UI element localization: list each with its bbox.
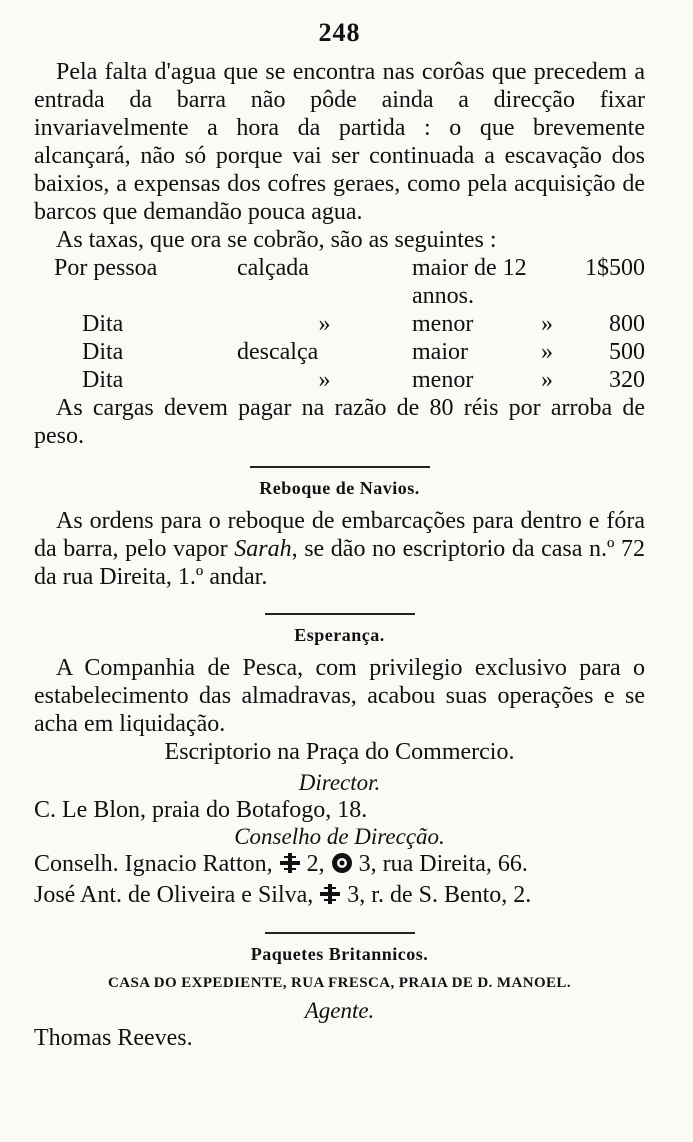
tax-age: menor: [412, 311, 474, 337]
order-rose-icon: [331, 852, 353, 881]
tax-row: [34, 338, 645, 366]
tax-class: descalça: [237, 339, 319, 365]
tax-label: Por pessoa: [54, 255, 158, 281]
house-line: CASA DO EXPEDIENTE, RUA FRESCA, PRAIA DE D. MANOEL.: [108, 975, 571, 991]
tax-age: menor: [412, 367, 474, 393]
council-member-name: Conselh. Ignacio Ratton,: [34, 851, 273, 877]
tax-label: Dita: [82, 339, 124, 365]
director-line: C. Le Blon, praia do Botafogo, 18.: [34, 797, 368, 823]
reboque-paragraph: [34, 507, 645, 591]
order-cross-icon: [279, 852, 301, 881]
council-member-name: José Ant. de Oliveira e Silva,: [34, 882, 314, 908]
council-heading: Conselho de Direcção.: [234, 824, 445, 849]
council-member-address: r. de S. Bento, 2.: [371, 882, 532, 908]
paquetes-title: Paquetes Britannicos.: [250, 944, 429, 964]
tax-label: Dita: [82, 367, 124, 393]
agent-name: Thomas Reeves.: [34, 1025, 193, 1051]
reboque-text-after: , se dão no escriptorio da casa n.º 72 da rua Direita, 1.º andar.: [34, 536, 646, 590]
order-cross-icon: [319, 883, 341, 912]
reboque-text-before: As ordens para o reboque de embarcações para dentro e fóra da barra, pelo vapor: [34, 508, 645, 562]
order-degree: 3,: [347, 882, 366, 908]
tax-age: maior: [412, 339, 468, 365]
office-line: Escriptorio na Praça do Commercio.: [164, 739, 515, 765]
taxes-intro: As taxas, que ora se cobrão, são as seguintes :: [56, 227, 497, 253]
tax-class: »: [318, 311, 331, 337]
tax-row: [34, 254, 645, 310]
water-paragraph: Pela falta d'agua que se encontra nas corôas que precedem a entrada da barra não pôde ainda a direcção fixar invariavelmente a hora da partida : o que brevemente alcançará, não só porque vai ser continuada a escavação dos baixios, a expensas dos cofres geraes, como pela acquisição de barcos que demandão pouca agua.: [34, 59, 645, 225]
order-degree: 2,: [306, 851, 325, 877]
council-member-address: rua Direita, 66.: [382, 851, 528, 877]
esperanca-title: Esperança.: [294, 625, 385, 645]
page-number: 248: [318, 18, 361, 47]
tax-value: 320: [609, 367, 645, 393]
tax-row: [34, 366, 645, 394]
ship-name: Sarah: [234, 536, 292, 562]
order-degree: 3,: [358, 851, 377, 877]
section-divider: [250, 466, 430, 468]
tax-value: 800: [609, 311, 645, 337]
section-divider: [265, 932, 415, 934]
tax-age: maior de 12 annos.: [412, 255, 527, 309]
tax-row: [34, 310, 645, 338]
tax-class: calçada: [237, 255, 309, 281]
director-heading: Director.: [298, 770, 381, 795]
agent-heading: Agente.: [304, 998, 375, 1023]
taxes-table: [34, 254, 645, 394]
tax-ditto: »: [541, 367, 553, 393]
reboque-title: Reboque de Navios.: [259, 478, 420, 498]
tax-label: Dita: [82, 311, 124, 337]
tax-value: 1$500: [585, 255, 645, 281]
tax-value: 500: [609, 339, 645, 365]
council-member-line: [34, 881, 645, 912]
section-divider: [265, 613, 415, 615]
tax-ditto: »: [541, 311, 553, 337]
council-member-line: [34, 850, 645, 881]
cargo-paragraph: As cargas devem pagar na razão de 80 réis por arroba de peso.: [34, 395, 645, 449]
tax-class: »: [318, 367, 331, 393]
tax-ditto: »: [541, 339, 553, 365]
esperanca-paragraph: A Companhia de Pesca, com privilegio exclusivo para o estabelecimento das almadravas, acabou suas operações e se acha em liquidação.: [34, 655, 645, 737]
